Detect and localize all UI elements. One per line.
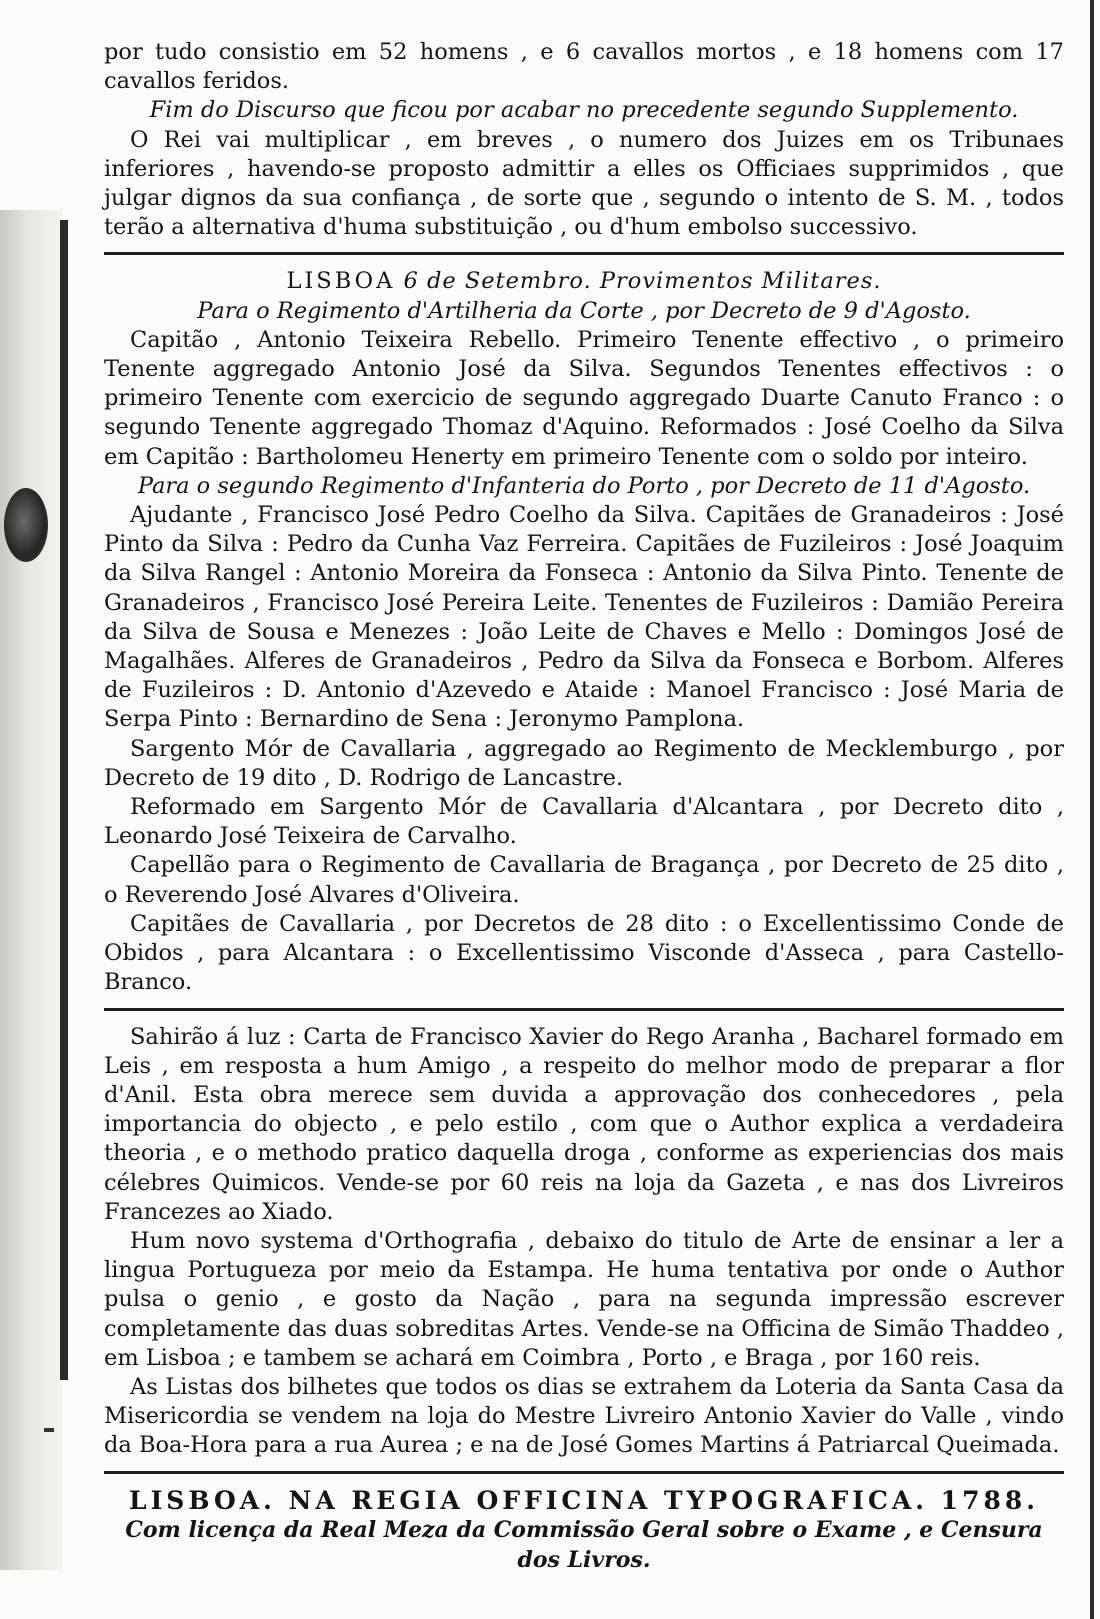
text-paragraph: Capitão , Antonio Teixeira Rebello. Primeiro Tenente effectivo , o primeiro Tenente aggregado Antonio José da Silva. Segundos Tenentes effectivos : o primeiro Tenente com exercicio de segundo aggregado Duarte Canuto Franco : o segundo Tenente aggregado Thomaz d'Aquino. Reformados : José Coelho da Silva em Capitão : Bartholomeu Henerty em primeiro Tenente com o soldo por inteiro. (104, 326, 1064, 470)
text-paragraph: Sahirão á luz : Carta de Francisco Xavier do Rego Aranha , Bacharel formado em Leis , em resposta a hum Amigo , a respeito do melhor modo de preparar a flor d'Anil. Esta obra merece sem duvida a approvação dos conhecedores , pela importancia do objecto , e pelo estilo , com que o Author explica a verdadeira theoria , e o methodo pratico daquella droga , conforme as experiencias dos mais célebres Quimicos. Vende-se por 60 reis na loja da Gazeta , e nas dos Livreiros Francezes ao Xiado. (104, 1023, 1064, 1225)
end-of-discourse-note: Fim do Discurso que ficou por acabar no precedente segundo Supplemento. (149, 97, 1019, 124)
page-content (104, 38, 1064, 1575)
page-binding-edge (60, 220, 68, 1380)
imprint-line: LISBOA. NA REGIA OFFICINA TYPOGRAFICA. 1788. (129, 1485, 1039, 1515)
text-paragraph: Capellão para o Regimento de Cavallaria de Bragança , por Decreto de 25 dito , o Reverendo José Alvares d'Oliveira. (104, 852, 1064, 908)
heading-date: 6 de Setembro. (403, 268, 592, 295)
licence-line: Com licença da Real Meza da Commissão Geral sobre o Exame , e Censura dos Livros. (125, 1516, 1043, 1573)
page-margin-shadow (0, 210, 62, 1570)
section-divider (104, 252, 1064, 255)
heading-title: Provimentos Militares. (599, 268, 882, 295)
right-page-edge (1090, 0, 1094, 1619)
text-paragraph: As Listas dos bilhetes que todos os dias se extrahem da Loteria da Santa Casa da Misericordia se vendem na loja do Mestre Livreiro Antonio Xavier do Valle , vindo da Boa-Hora para a rua Aurea ; e na de José Gomes Martins á Patriarcal Queimada. (104, 1373, 1064, 1459)
section-heading (104, 267, 1064, 296)
subheading: Para o segundo Regimento d'Infanteria do Porto , por Decreto de 11 d'Agosto. (137, 472, 1031, 499)
ink-mark (44, 1428, 54, 1432)
heading-place: LISBOA (286, 268, 396, 295)
text-paragraph: Capitães de Cavallaria , por Decretos de 28 dito : o Excellentissimo Conde de Obidos , para Alcantara : o Excellentissimo Visconde d'Asseca , para Castello-Branco. (104, 910, 1064, 996)
text-paragraph: Hum novo systema d'Orthografia , debaixo do titulo de Arte de ensinar a ler a lingua Portugueza por meio da Estampa. He huma tentativa por onde o Author pulsa o genio , e gosto da Nação , para na segunda impressão escrever completamente das duas sobreditas Artes. Vende-se na Officina de Simão Thaddeo , em Lisboa ; e tambem se achará em Coimbra , Porto , e Braga , por 160 reis. (104, 1227, 1064, 1371)
section-divider (104, 1008, 1064, 1011)
binding-hole (4, 488, 48, 562)
text-paragraph: Reformado em Sargento Mór de Cavallaria d'Alcantara , por Decreto dito , Leonardo José Teixeira de Carvalho. (104, 794, 1064, 850)
subheading: Para o Regimento d'Artilheria da Corte , por Decreto de 9 d'Agosto. (197, 297, 971, 324)
text-paragraph: Sargento Mór de Cavallaria , aggregado ao Regimento de Mecklemburgo , por Decreto de 19 dito , D. Rodrigo de Lancastre. (104, 735, 1064, 791)
footer-divider (104, 1471, 1064, 1474)
text-paragraph: por tudo consistio em 52 homens , e 6 cavallos mortos , e 18 homens com 17 cavallos feridos. (104, 39, 1064, 95)
text-paragraph: Ajudante , Francisco José Pedro Coelho da Silva. Capitães de Granadeiros : José Pinto da Silva : Pedro da Cunha Vaz Ferreira. Capitães de Fuzileiros : José Joaquim da Silva Rangel : Antonio Moreira da Fonseca : Antonio da Silva Pinto. Tenente de Granadeiros , Francisco José Pereira Leite. Tenentes de Fuzileiros : Damião Pereira da Silva de Sousa e Menezes : João Leite de Chaves e Mello : Domingos José de Magalhães. Alferes de Granadeiros , Pedro da Silva da Fonseca e Borbom. Alferes de Fuzileiros : D. Antonio d'Azevedo e Ataide : Manoel Francisco : José Maria de Serpa Pinto : Bernardino de Sena : Jeronymo Pamplona. (104, 502, 1064, 733)
text-paragraph: O Rei vai multiplicar , em breves , o numero dos Juizes em os Tribunaes inferiores , havendo-se proposto admittir a elles os Officiaes supprimidos , que julgar dignos da sua confiança , de sorte que , segundo o intento de S. M. , todos terão a alternativa d'huma substituição , ou d'hum embolso successivo. (104, 126, 1064, 241)
